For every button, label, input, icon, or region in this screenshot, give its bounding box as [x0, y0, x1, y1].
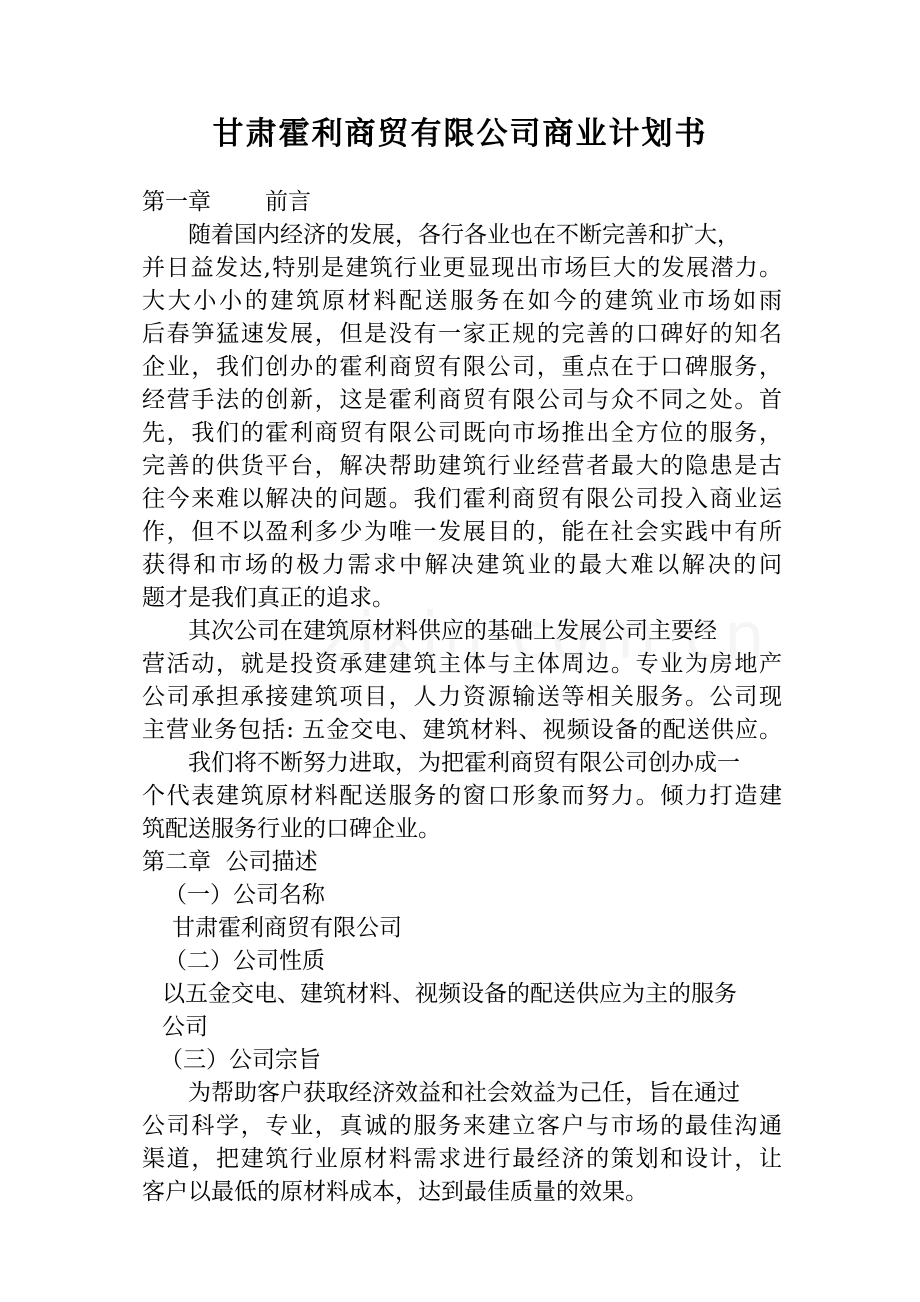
- paragraph-line: 个代表建筑原材料配送服务的窗口形象而努力。倾力打造建: [142, 783, 782, 809]
- paragraph-line: 筑配送服务行业的口碑企业。: [142, 816, 441, 842]
- chapter1-title: 前言: [265, 189, 311, 215]
- paragraph-line: 并日益发达,特别是建筑行业更显现出市场巨大的发展潜力。: [142, 255, 782, 281]
- chapter2-heading: 第二章 公司描述: [142, 849, 318, 875]
- paragraph-line: 往今来难以解决的问题。我们霍利商贸有限公司投入商业运: [142, 486, 782, 512]
- chapter1-paragraph-1: [142, 219, 782, 615]
- paragraph-line: 我们将不断努力进取，为把霍利商贸有限公司创办成一: [188, 750, 740, 776]
- paragraph-line: 客户以最低的原材料成本，达到最佳质量的效果。: [142, 1179, 648, 1205]
- paragraph-line: 获得和市场的极力需求中解决建筑业的最大难以解决的问: [142, 552, 782, 578]
- chapter1-paragraph-2: [142, 615, 782, 747]
- section-heading-company-name: （一）公司名称: [164, 882, 325, 908]
- section-heading-company-purpose: （三）公司宗旨: [160, 1047, 321, 1073]
- document-title: 甘肃霍利商贸有限公司商业计划书: [212, 116, 708, 152]
- paragraph-line: 后春笋猛速发展，但是没有一家正规的完善的口碑好的知名: [142, 321, 782, 347]
- paragraph-line: 经营手法的创新，这是霍利商贸有限公司与众不同之处。首: [142, 387, 782, 413]
- paragraph-line: 完善的供货平台，解决帮助建筑行业经营者最大的隐患是古: [142, 453, 782, 479]
- paragraph-line: 主营业务包括: 五金交电、建筑材料、视频设备的配送供应。: [142, 717, 782, 743]
- paragraph-line: 题才是我们真正的追求。: [142, 585, 395, 611]
- company-purpose-paragraph: [142, 1077, 782, 1209]
- paragraph-line: 其次公司在建筑原材料供应的基础上发展公司主要经: [188, 618, 717, 644]
- document-body: [142, 186, 782, 1209]
- company-name-text: 甘肃霍利商贸有限公司: [172, 915, 402, 941]
- company-nature-line: 以五金交电、建筑材料、视频设备的配送供应为主的服务: [162, 981, 737, 1007]
- chapter1-label: 第一章: [142, 189, 211, 215]
- chapter1-paragraph-3: [142, 747, 782, 846]
- paragraph-line: 为帮助客户获取经济效益和社会效益为己任，旨在通过: [188, 1080, 740, 1106]
- paragraph-line: 先，我们的霍利商贸有限公司既向市场推出全方位的服务，: [142, 420, 782, 446]
- chapter1-heading: [142, 186, 782, 219]
- paragraph-line: 营活动，就是投资承建建筑主体与主体周边。专业为房地产: [142, 651, 782, 677]
- company-nature-line: 公司: [162, 1014, 208, 1040]
- paragraph-line: 作，但不以盈利多少为唯一发展目的，能在社会实践中有所: [142, 519, 782, 545]
- paragraph-line: 公司承担承接建筑项目，人力资源输送等相关服务。公司现: [142, 684, 782, 710]
- paragraph-line: 随着国内经济的发展，各行各业也在不断完善和扩大，: [188, 222, 740, 248]
- section-heading-company-nature: （二）公司性质: [164, 948, 325, 974]
- paragraph-line: 公司科学，专业，真诚的服务来建立客户与市场的最佳沟通: [142, 1113, 782, 1139]
- paragraph-line: 大大小小的建筑原材料配送服务在如今的建筑业市场如雨: [142, 288, 782, 314]
- paragraph-line: 渠道，把建筑行业原材料需求进行最经济的策划和设计，让: [142, 1146, 782, 1172]
- paragraph-line: 企业，我们创办的霍利商贸有限公司，重点在于口碑服务，: [142, 354, 782, 380]
